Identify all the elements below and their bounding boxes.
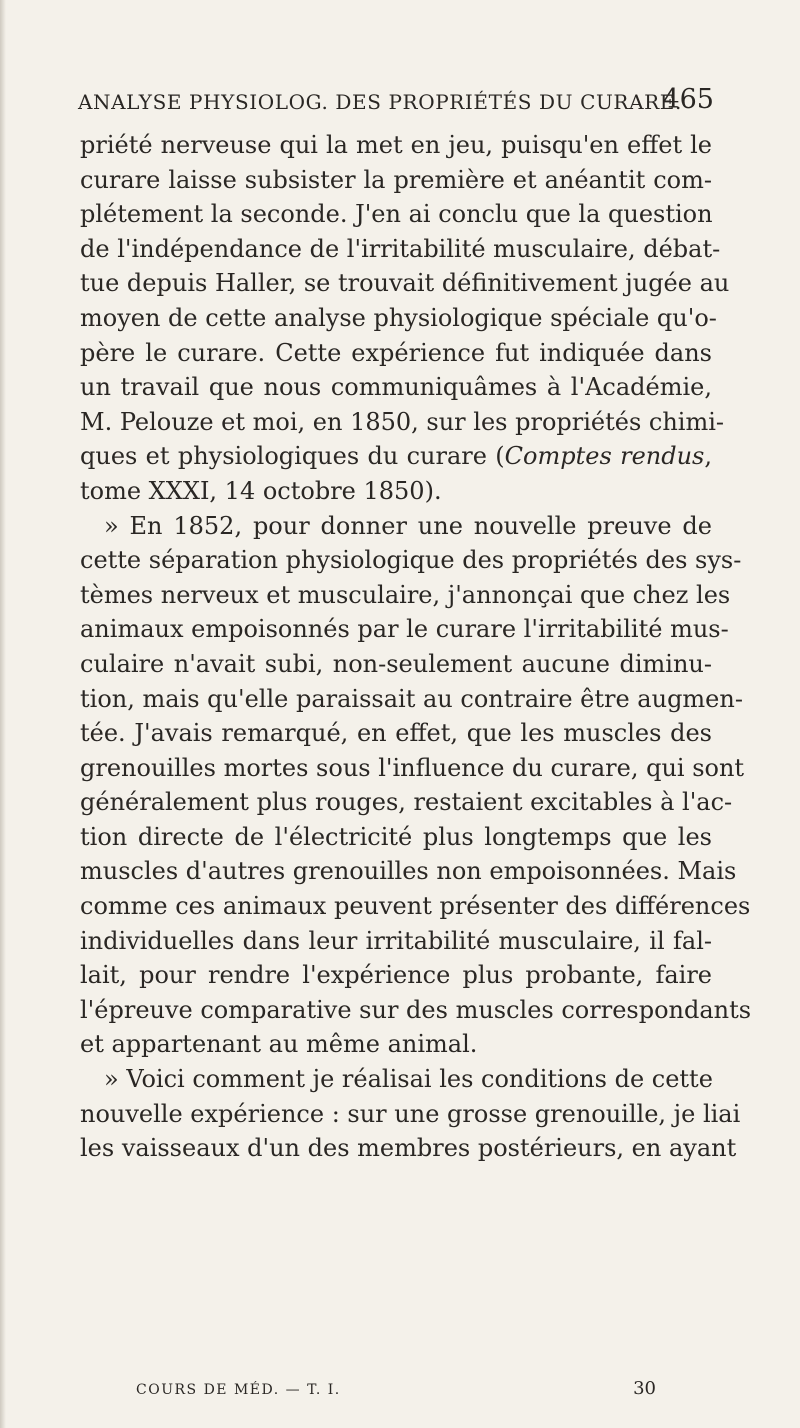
text-line: les vaisseaux d'un des membres postérieurs, en ayant — [80, 1134, 737, 1163]
text-line: plétement la seconde. J'en ai conclu que la question — [80, 200, 713, 229]
body-text — [80, 128, 752, 1166]
text-line: grenouilles mortes sous l'influence du curare, qui sont — [80, 753, 745, 782]
text-line: moyen de cette analyse physiologique spéciale qu'o- — [80, 303, 717, 332]
paragraph-end-line: tome XXXI, 14 octobre 1850). — [80, 476, 442, 505]
text-line: tion directe de l'électricité plus longtemps que les — [80, 822, 712, 851]
text-line: tion, mais qu'elle paraissait au contraire être augmen- — [80, 684, 743, 713]
paragraph-end-line: et appartenant au même animal. — [80, 1030, 478, 1059]
journal-title: Comptes rendus — [504, 442, 705, 471]
text-line: généralement plus rouges, restaient excitables à l'ac- — [80, 788, 733, 817]
text-line: individuelles dans leur irritabilité musculaire, il fal- — [80, 926, 712, 955]
page-footer — [136, 1378, 656, 1406]
signature-number: 30 — [633, 1378, 656, 1399]
text-line: l'épreuve comparative sur des muscles correspondants — [80, 995, 752, 1024]
text-line: ques et physiologiques du curare (Comptes rendus, — [80, 442, 713, 471]
text-line: lait, pour rendre l'expérience plus probante, faire — [80, 961, 712, 990]
signature-mark: COURS DE MÉD. — T. I. — [136, 1382, 341, 1398]
running-title: ANALYSE PHYSIOLOG. DES PROPRIÉTÉS DU CURARE. — [78, 90, 682, 114]
text-line: un travail que nous communiquâmes à l'Académie, — [80, 373, 712, 402]
text-line: priété nerveuse qui la met en jeu, puisqu'en effet le — [80, 131, 712, 159]
text-line: tèmes nerveux et musculaire, j'annonçai que chez les — [80, 580, 731, 609]
running-header — [78, 84, 714, 118]
text-line: curare laisse subsister la première et anéantit com- — [80, 165, 712, 194]
text-line: père le curare. Cette expérience fut indiquée dans — [80, 338, 712, 367]
text-line: M. Pelouze et moi, en 1850, sur les propriétés chimi- — [80, 407, 725, 436]
text-line: cette séparation physiologique des propriétés des sys- — [80, 546, 742, 575]
text-line: » En 1852, pour donner une nouvelle preuve de — [104, 511, 712, 540]
text-line: comme ces animaux peuvent présenter des différences — [80, 892, 751, 921]
text-line: tée. J'avais remarqué, en effet, que les muscles des — [80, 719, 712, 748]
text-line: de l'indépendance de l'irritabilité musculaire, débat- — [80, 234, 721, 263]
text-line: nouvelle expérience : sur une grosse grenouille, je liai — [80, 1099, 741, 1128]
text-line: animaux empoisonnés par le curare l'irritabilité mus- — [80, 615, 729, 644]
page-edge-shadow — [0, 0, 6, 1428]
text-line: culaire n'avait subi, non-seulement aucune diminu- — [80, 649, 712, 678]
page-number: 465 — [662, 84, 714, 115]
text-line: » Voici comment je réalisai les conditions de cette — [104, 1065, 713, 1094]
text-line: muscles d'autres grenouilles non empoisonnées. Mais — [80, 857, 737, 886]
text-line: tue depuis Haller, se trouvait définitivement jugée au — [80, 269, 730, 298]
